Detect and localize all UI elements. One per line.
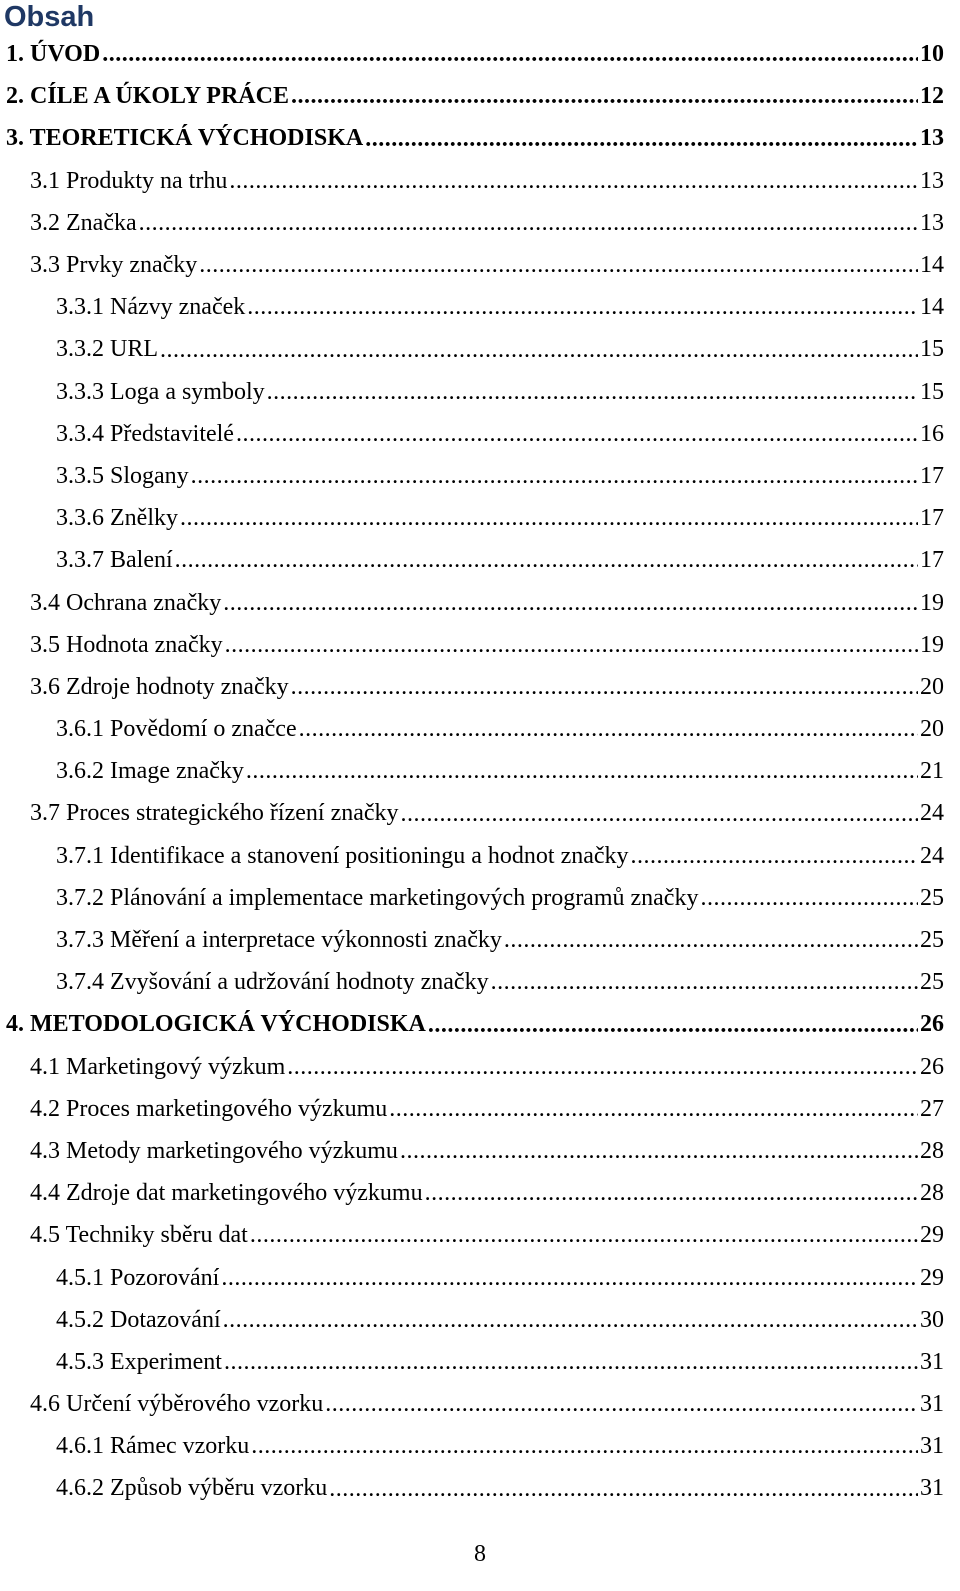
toc-dot-leader [246,757,918,792]
toc-entry[interactable] [0,835,960,877]
toc-entry-page: 25 [920,969,944,996]
toc-dot-leader [287,1053,918,1088]
toc-dot-leader [251,1432,918,1467]
toc-entry-label: 4.6 Určení výběrového vzorku [30,1391,324,1418]
toc-entry-page: 14 [920,252,944,279]
toc-entry-page: 12 [920,83,944,110]
toc-entry-label: 3.6.1 Povědomí o značce [56,716,297,743]
toc-entry-label: 3.3.2 URL [56,336,158,363]
toc-entry-label: 3.4 Ochrana značky [30,589,222,616]
toc-entry[interactable] [0,1299,960,1341]
toc-entry[interactable] [0,244,960,286]
toc-entry[interactable] [0,581,960,623]
toc-entry-page: 25 [920,884,944,911]
toc-entry-page: 17 [920,547,944,574]
toc-dot-leader [180,504,918,539]
toc-entry-label: 3.7.1 Identifikace a stanovení positioningu a hodnot značky [56,842,629,869]
toc-entry-label: 4.5.1 Pozorování [56,1264,220,1291]
toc-entry-page: 31 [920,1348,944,1375]
toc-entry-page: 16 [920,420,944,447]
toc-entry[interactable] [0,286,960,328]
toc-entry[interactable] [0,1214,960,1256]
toc-entry[interactable] [0,1341,960,1383]
toc-entry[interactable] [0,1172,960,1214]
toc-dot-leader [700,884,918,919]
toc-entry-page: 29 [920,1222,944,1249]
toc-dot-leader [247,293,918,328]
toc-entry-label: 3.1 Produkty na trhu [30,167,228,194]
toc-entry-page: 24 [920,800,944,827]
toc-entry-page: 24 [920,842,944,869]
toc-entry-page: 31 [920,1475,944,1502]
toc-entry-label: 4.3 Metody marketingového výzkumu [30,1137,398,1164]
toc-dot-leader [400,1137,918,1172]
toc-dot-leader [329,1475,918,1510]
toc-entry-page: 19 [920,589,944,616]
toc-dot-leader [299,715,918,750]
toc-entry-label: 3.2 Značka [30,209,137,236]
toc-entry[interactable] [0,117,960,159]
toc-entry-label: 4.6.2 Způsob výběru vzorku [56,1475,328,1502]
toc-entry[interactable] [0,624,960,666]
toc-entry[interactable] [0,792,960,834]
toc-entry[interactable] [0,666,960,708]
toc-dot-leader [389,1095,918,1130]
toc-entry-label: 4.6.1 Rámec vzorku [56,1433,250,1460]
toc-entry-label: 3.3.6 Znělky [56,505,178,532]
toc-entry-page: 15 [920,378,944,405]
toc-dot-leader [401,800,918,835]
toc-entry-label: 3.7 Proces strategického řízení značky [30,800,399,827]
toc-entry-page: 10 [920,41,944,68]
toc-entry-page: 31 [920,1433,944,1460]
toc-dot-leader [267,378,918,413]
toc-dot-leader [223,1306,918,1341]
toc-dot-leader [250,1221,918,1256]
toc-dot-leader [425,1179,918,1214]
toc-dot-leader [221,1264,918,1299]
toc-entry-page: 19 [920,631,944,658]
toc-entry-label: 3.3.1 Názvy značek [56,294,246,321]
page-number: 8 [474,1541,486,1567]
toc-entry-label: 3.3.5 Slogany [56,462,189,489]
toc-dot-leader [160,336,918,371]
toc-entry-label: 4.5 Techniky sběru dat [30,1222,248,1249]
toc-entry[interactable] [0,750,960,792]
toc-entry-page: 30 [920,1306,944,1333]
toc-entry[interactable] [0,33,960,75]
toc-dot-leader [236,420,918,455]
toc-entry[interactable] [0,413,960,455]
toc-entry-label: 4.1 Marketingový výzkum [30,1053,286,1080]
toc-entry-page: 31 [920,1391,944,1418]
toc-entry[interactable] [0,455,960,497]
toc-dot-leader [225,631,918,666]
toc-entry[interactable] [0,328,960,370]
toc-entry-label: 4.5.3 Experiment [56,1348,222,1375]
toc-entry-page: 29 [920,1264,944,1291]
toc-entry-label: 3.6.2 Image značky [56,758,244,785]
toc-dot-leader [199,251,918,286]
toc-entry-label: 3.7.2 Plánování a implementace marketingových programů značky [56,884,699,911]
toc-entry[interactable] [0,1467,960,1509]
toc-heading: Obsah [4,1,95,33]
toc-dot-leader [365,125,918,160]
toc-entry[interactable] [0,1046,960,1088]
toc-entry-label: 3.3.7 Balení [56,547,173,574]
toc-entry-label: 3.3 Prvky značky [30,252,198,279]
toc-entry[interactable] [0,1088,960,1130]
toc-entry[interactable] [0,539,960,581]
toc-entry[interactable] [0,1256,960,1298]
toc-entry-label: 3.7.4 Zvyšování a udržování hodnoty značky [56,969,489,996]
toc-entry-page: 20 [920,716,944,743]
toc-entry-page: 20 [920,673,944,700]
toc-entry-label: 4.5.2 Dotazování [56,1306,221,1333]
toc-dot-leader [325,1390,918,1425]
toc-dot-leader [229,167,918,202]
toc-dot-leader [139,209,918,244]
toc-dot-leader [504,926,918,961]
toc-entry-label: 4.2 Proces marketingového výzkumu [30,1095,388,1122]
toc-dot-leader [428,1011,918,1046]
toc-entry-label: 3.7.3 Měření a interpretace výkonnosti značky [56,927,502,954]
toc-entry[interactable] [0,371,960,413]
toc-entry-page: 13 [920,167,944,194]
toc-entry-label: 1. ÚVOD [6,41,101,68]
toc-entry[interactable] [0,497,960,539]
toc-entry[interactable] [0,877,960,919]
toc-entry-label: 3.3.3 Loga a symboly [56,378,265,405]
table-of-contents [0,33,960,1510]
toc-entry-label: 3. TEORETICKÁ VÝCHODISKA [6,125,364,152]
toc-entry[interactable] [0,1425,960,1467]
toc-entry[interactable] [0,708,960,750]
toc-entry[interactable] [0,919,960,961]
toc-entry-label: 3.3.4 Představitelé [56,420,234,447]
toc-dot-leader [224,1348,918,1383]
toc-entry-page: 21 [920,758,944,785]
toc-entry-page: 14 [920,294,944,321]
toc-entry[interactable] [0,1130,960,1172]
toc-dot-leader [223,589,918,624]
toc-entry-page: 28 [920,1137,944,1164]
toc-entry[interactable] [0,75,960,117]
toc-entry-label: 2. CÍLE A ÚKOLY PRÁCE [6,83,289,110]
toc-dot-leader [291,673,918,708]
toc-dot-leader [175,546,918,581]
toc-dot-leader [102,40,918,75]
toc-entry-page: 25 [920,927,944,954]
toc-dot-leader [631,842,918,877]
toc-entry-page: 27 [920,1095,944,1122]
toc-entry[interactable] [0,1003,960,1045]
toc-entry-page: 28 [920,1180,944,1207]
toc-entry[interactable] [0,202,960,244]
toc-dot-leader [291,82,918,117]
toc-entry-page: 26 [920,1011,944,1038]
toc-entry[interactable] [0,1383,960,1425]
toc-dot-leader [491,968,918,1003]
toc-entry-label: 4. METODOLOGICKÁ VÝCHODISKA [6,1011,426,1038]
toc-entry-page: 17 [920,462,944,489]
toc-entry-label: 4.4 Zdroje dat marketingového výzkumu [30,1180,423,1207]
toc-entry-page: 13 [920,125,944,152]
toc-entry-page: 26 [920,1053,944,1080]
toc-entry[interactable] [0,160,960,202]
toc-entry-page: 17 [920,505,944,532]
toc-entry-page: 13 [920,209,944,236]
toc-entry-label: 3.6 Zdroje hodnoty značky [30,673,289,700]
toc-dot-leader [191,462,918,497]
toc-entry[interactable] [0,961,960,1003]
toc-entry-page: 15 [920,336,944,363]
toc-entry-label: 3.5 Hodnota značky [30,631,223,658]
